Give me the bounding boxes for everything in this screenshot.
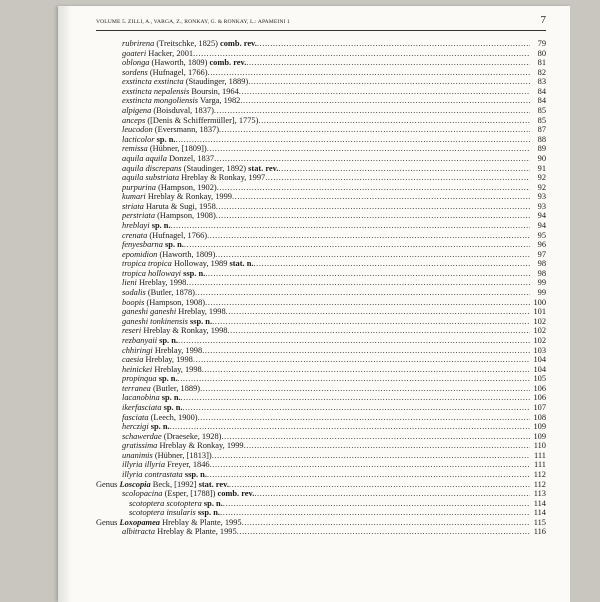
toc-entry <box>96 144 546 154</box>
taxon-name: exstincta mongoliensis <box>122 96 199 106</box>
toc-entry <box>96 221 546 231</box>
taxon-name: aquila substriata <box>122 173 180 183</box>
toc-entry <box>96 317 546 327</box>
taxon-name: illyria contrastata <box>122 470 183 480</box>
taxon-status: ssp. n. <box>197 508 220 518</box>
taxon-author: (Hufnagel, 1766) <box>147 230 208 240</box>
taxon-author: (Draeseke, 1928) <box>161 431 222 441</box>
taxon-author: (Eversmann, 1837) <box>152 125 219 135</box>
taxon-status: ssp. n. <box>189 316 213 326</box>
toc-page-number: 99 <box>530 288 546 298</box>
taxon-name: gratissima <box>122 441 158 451</box>
toc-page-number: 89 <box>530 144 546 154</box>
taxon-name: boopis <box>122 297 145 307</box>
toc-page-number: 109 <box>530 432 546 442</box>
taxon-status: sp. n. <box>161 393 181 403</box>
taxon-author: (Leech, 1900) <box>148 412 198 422</box>
toc-page-number: 87 <box>530 125 546 135</box>
toc-entry <box>96 413 546 423</box>
taxon-author: Hreblay, 1998 <box>152 345 203 355</box>
taxon-status: sp. n. <box>150 422 170 432</box>
toc-page-number: 95 <box>530 231 546 241</box>
toc-entry-label <box>122 374 530 384</box>
toc-entry-label <box>122 87 530 97</box>
taxon-author: (Hampson, 1908) <box>144 297 206 307</box>
toc-entry-label <box>122 240 530 250</box>
book-page <box>58 6 570 602</box>
toc-entry <box>96 39 546 49</box>
toc-entry-label <box>96 480 530 490</box>
toc-page-number: 102 <box>530 336 546 346</box>
toc-page-number: 114 <box>530 499 546 509</box>
taxon-name: propinqua <box>122 374 157 384</box>
taxon-author: (Hampson, 1908) <box>155 211 216 221</box>
toc-entry <box>96 499 546 509</box>
toc-entry-label <box>122 460 530 470</box>
toc-page-number: 84 <box>530 96 546 106</box>
running-head: VOLUME 5. ZILLI, A., VARGA, Z., RONKAY, G. & RONKAY, L.: APAMEINI 1 <box>96 19 290 25</box>
toc-entry-label <box>122 336 530 346</box>
toc-page-number: 85 <box>530 106 546 116</box>
taxon-name: epomidion <box>122 249 158 259</box>
toc-entry-label <box>122 144 530 154</box>
taxon-name: scotoptera scotoptera <box>129 498 202 508</box>
toc-page-number: 93 <box>530 202 546 212</box>
taxon-status: sp. n. <box>159 335 178 345</box>
taxon-name: ikerfasciata <box>122 402 162 412</box>
taxon-name: striata <box>122 201 144 211</box>
toc-page-number: 98 <box>530 259 546 269</box>
page-header <box>96 14 546 31</box>
toc-entry-label <box>122 164 530 174</box>
toc-entry-label <box>129 508 530 518</box>
taxon-name: caesia <box>122 355 144 365</box>
toc-page-number: 97 <box>530 250 546 260</box>
taxon-name: illyria illyria <box>122 460 166 470</box>
taxon-name: alpigena <box>122 106 152 116</box>
toc-page-number: 83 <box>530 77 546 87</box>
toc-entry <box>96 49 546 59</box>
toc-entry <box>96 135 546 145</box>
toc-entry-label <box>122 317 530 327</box>
toc-entry <box>96 116 546 126</box>
taxon-name: unanimis <box>122 450 153 460</box>
taxon-author: Varga, 1982 <box>198 96 241 106</box>
toc-entry <box>96 183 546 193</box>
toc-page-number: 91 <box>530 164 546 174</box>
toc-entry <box>96 374 546 384</box>
taxon-status: sp. n. <box>158 374 178 384</box>
taxon-author: Freyer, 1846 <box>165 460 210 470</box>
toc-entry-label <box>122 135 530 145</box>
taxon-name: remissa <box>122 144 148 154</box>
toc-page-number: 82 <box>530 68 546 78</box>
toc-entry-label <box>122 116 530 126</box>
taxon-author: Hreblay & Ronkay, 1999 <box>157 441 244 451</box>
taxon-author: (Hübner, [1809]) <box>147 144 207 154</box>
taxon-author: (Hübner, [1813]) <box>152 450 212 460</box>
toc-entry-label <box>122 307 530 317</box>
toc-entry <box>96 307 546 317</box>
genus-name: Loscopia <box>119 479 151 489</box>
toc-entry-label <box>122 231 530 241</box>
toc-page-number: 81 <box>530 58 546 68</box>
toc-entry <box>96 527 546 537</box>
taxon-name: anceps <box>122 115 146 125</box>
toc-entry-label <box>122 432 530 442</box>
toc-page-number: 101 <box>530 307 546 317</box>
toc-entry <box>96 231 546 241</box>
toc-entry <box>96 164 546 174</box>
toc-entry <box>96 288 546 298</box>
toc-entry-label <box>122 346 530 356</box>
taxon-name: heinickei <box>122 364 153 374</box>
toc-entry <box>96 365 546 375</box>
toc-entry <box>96 173 546 183</box>
toc-page-number: 92 <box>530 183 546 193</box>
taxon-status: sp. n. <box>203 498 223 508</box>
taxon-name: aquila aquila <box>122 153 167 163</box>
taxon-name: lieni <box>122 278 137 288</box>
taxon-name: rubrirena <box>122 39 155 48</box>
taxon-name: goateri <box>122 48 147 58</box>
taxon-author: (Haworth, 1809) <box>149 58 210 68</box>
toc-entry-label <box>122 384 530 394</box>
taxon-name: lacanobina <box>122 393 160 403</box>
taxon-status: stat. rev. <box>198 479 229 489</box>
taxon-name: exstincta exstincta <box>122 77 184 87</box>
toc-entry-label <box>122 298 530 308</box>
toc-entry-label <box>122 39 530 49</box>
taxon-status: stat. rev. <box>248 163 279 173</box>
toc-page-number: 79 <box>530 39 546 49</box>
toc-page-number: 85 <box>530 116 546 126</box>
toc-page-number: 108 <box>530 413 546 423</box>
toc-entry <box>96 250 546 260</box>
toc-entry-label <box>122 68 530 78</box>
toc-entry <box>96 68 546 78</box>
toc-page-number: 112 <box>530 480 546 490</box>
toc-page-number: 116 <box>530 527 546 537</box>
toc-page-number: 84 <box>530 87 546 97</box>
toc-page-number: 110 <box>530 441 546 451</box>
toc-entry-label <box>122 422 530 432</box>
toc-page-number: 80 <box>530 49 546 59</box>
toc-page-number: 111 <box>530 460 546 470</box>
toc-entry-label <box>122 77 530 87</box>
taxon-name: leucodon <box>122 125 153 135</box>
toc-entry <box>96 336 546 346</box>
toc-entry <box>96 432 546 442</box>
toc-entry <box>96 518 546 528</box>
taxon-name: sodalis <box>122 288 146 298</box>
toc-entry-label <box>122 173 530 183</box>
toc-page-number: 112 <box>530 470 546 480</box>
toc-page-number: 106 <box>530 393 546 403</box>
toc-entry-label <box>122 202 530 212</box>
genus-name: Loxopamea <box>119 517 160 527</box>
toc-entry <box>96 87 546 97</box>
toc-entry-label <box>122 183 530 193</box>
taxon-name: aquila discrepans <box>122 163 182 173</box>
toc-entry <box>96 58 546 68</box>
toc-entry-label <box>122 259 530 269</box>
taxon-author: Hreblay & Ronkay, 1999 <box>145 192 232 202</box>
toc-page-number: 114 <box>530 508 546 518</box>
taxon-status: comb. rev. <box>209 58 247 68</box>
toc-entry-label <box>122 221 530 231</box>
taxon-status: ssp. n. <box>184 470 207 480</box>
taxon-status: sp. n. <box>151 220 171 230</box>
taxon-author: ([Denis & Schiffermüller], 1775) <box>145 115 259 125</box>
toc-entry <box>96 422 546 432</box>
taxon-author: (Haworth, 1809) <box>157 249 216 259</box>
taxon-name: ganeshi tonkinensis <box>122 316 188 326</box>
toc-entry-label <box>122 489 530 499</box>
toc-entry <box>96 240 546 250</box>
taxon-author: Hreblay & Plante, 1995 <box>159 517 242 527</box>
toc-page-number: 115 <box>530 518 546 528</box>
toc-page-number: 90 <box>530 154 546 164</box>
toc-entry-label <box>122 355 530 365</box>
taxon-status: ssp. n. <box>183 268 206 278</box>
taxon-name: hreblayi <box>122 220 150 230</box>
taxon-author: Hreblay & Plante, 1995 <box>155 527 237 537</box>
toc-entry-label <box>122 393 530 403</box>
taxon-author: (Boisduval, 1837) <box>151 106 214 116</box>
taxon-author: (Staudinger, 1892) <box>181 163 249 173</box>
taxon-author: Hreblay, 1998 <box>152 364 202 374</box>
taxon-author: Beck, [1992] <box>150 479 199 489</box>
toc-entry <box>96 480 546 490</box>
toc-page-number: 94 <box>530 221 546 231</box>
toc-page-number: 98 <box>530 269 546 279</box>
taxon-author: Haruta & Sugi, 1958 <box>143 201 216 211</box>
taxon-name: perstriata <box>122 211 156 221</box>
taxon-name: reseri <box>122 326 142 336</box>
taxon-status: sp. n. <box>156 134 176 144</box>
toc-page-number: 106 <box>530 384 546 394</box>
taxon-name: sordens <box>122 67 148 77</box>
taxon-author: Hreblay, 1998 <box>143 355 193 365</box>
toc-page-number: 103 <box>530 346 546 356</box>
toc-page-number: 92 <box>530 173 546 183</box>
toc-entry-label <box>122 451 530 461</box>
toc-entry <box>96 384 546 394</box>
taxon-name: albitracta <box>122 527 156 537</box>
toc-entry <box>96 451 546 461</box>
taxon-name: fenyesbarna <box>122 240 163 250</box>
genus-prefix: Genus <box>96 517 120 527</box>
toc-entry <box>96 211 546 221</box>
toc-entry-label <box>122 441 530 451</box>
taxon-name: fasciata <box>122 412 149 422</box>
toc-entry-label <box>122 211 530 221</box>
toc-entry-label <box>122 49 530 59</box>
toc-page-number: 102 <box>530 326 546 336</box>
toc-entry <box>96 202 546 212</box>
toc-entry <box>96 460 546 470</box>
taxon-name: terranea <box>122 383 151 393</box>
taxon-author: Boursin, 1964 <box>189 86 239 96</box>
toc-entry-label <box>122 125 530 135</box>
toc-entry <box>96 346 546 356</box>
toc-entry-label <box>122 58 530 68</box>
toc-entry <box>96 154 546 164</box>
toc-entry-label <box>122 96 530 106</box>
toc-entry <box>96 393 546 403</box>
toc-entry-label <box>122 403 530 413</box>
toc-entry-label <box>122 250 530 260</box>
toc-entry <box>96 298 546 308</box>
toc-entry-label <box>122 326 530 336</box>
toc-page-number: 104 <box>530 355 546 365</box>
toc-page-number: 104 <box>530 365 546 375</box>
toc-entry <box>96 106 546 116</box>
toc-entry <box>96 489 546 499</box>
toc-entry-label <box>122 288 530 298</box>
taxon-name: scolopacina <box>122 489 163 499</box>
toc-entry-label <box>122 470 530 480</box>
toc-entry-label <box>96 518 530 528</box>
toc-page-number: 99 <box>530 278 546 288</box>
taxon-author: Hreblay, 1998 <box>176 307 226 317</box>
toc-entry <box>96 403 546 413</box>
toc-page-number: 102 <box>530 317 546 327</box>
taxon-status: sp. n. <box>163 402 183 412</box>
toc-page-number: 94 <box>530 211 546 221</box>
toc-entry-label <box>129 499 530 509</box>
toc-entry-label <box>122 365 530 375</box>
taxon-author: Donzel, 1837 <box>166 153 215 163</box>
toc-entry <box>96 192 546 202</box>
genus-prefix: Genus <box>96 479 120 489</box>
taxon-author: Hacker, 2001 <box>146 48 194 58</box>
taxon-author: Hreblay & Ronkay, 1998 <box>141 326 228 336</box>
toc-entry <box>96 278 546 288</box>
taxon-author: Hreblay & Ronkay, 1997 <box>179 173 266 183</box>
toc-entry <box>96 269 546 279</box>
taxon-author: Hreblay, 1998 <box>136 278 187 288</box>
taxon-name: rezbanyaii <box>122 335 158 345</box>
toc-page-number: 100 <box>530 298 546 308</box>
toc-entry <box>96 77 546 87</box>
taxon-name: oblonga <box>122 58 150 68</box>
taxon-author: (Staudinger, 1889) <box>183 77 249 87</box>
taxon-author: Holloway, 1989 <box>171 259 230 269</box>
toc-page-number: 105 <box>530 374 546 384</box>
toc-entry-label <box>122 527 530 537</box>
toc-entry-label <box>122 278 530 288</box>
toc-page-number: 93 <box>530 192 546 202</box>
toc-entry-label <box>122 192 530 202</box>
toc-page-number: 88 <box>530 135 546 145</box>
toc-entry <box>96 470 546 480</box>
table-of-contents <box>96 39 546 537</box>
toc-entry <box>96 96 546 106</box>
taxon-author: (Treitschke, 1825) <box>154 39 221 48</box>
toc-entry <box>96 355 546 365</box>
taxon-status: comb. rev. <box>220 39 257 48</box>
taxon-name: scotoptera insularis <box>129 508 196 518</box>
taxon-name: kumari <box>122 192 146 202</box>
taxon-status: stat. n. <box>229 259 254 269</box>
taxon-name: lacticolor <box>122 134 155 144</box>
taxon-status: comb. rev. <box>217 489 255 499</box>
toc-entry <box>96 259 546 269</box>
taxon-author: (Hufnagel, 1766) <box>147 67 208 77</box>
taxon-author: (Esper, [1788]) <box>162 489 218 499</box>
taxon-name: tropica tropica <box>122 259 172 269</box>
taxon-status: sp. n. <box>165 240 184 250</box>
taxon-author: (Butler, 1889) <box>150 383 201 393</box>
toc-entry-label <box>122 413 530 423</box>
taxon-name: purpurina <box>122 182 156 192</box>
toc-page-number: 107 <box>530 403 546 413</box>
toc-page-number: 111 <box>530 451 546 461</box>
taxon-name: exstincta nepalensis <box>122 86 190 96</box>
toc-entry <box>96 508 546 518</box>
taxon-name: tropica hollowayi <box>122 268 182 278</box>
taxon-name: chhiringi <box>122 345 153 355</box>
taxon-author: (Butler, 1878) <box>145 288 195 298</box>
taxon-name: crenata <box>122 230 148 240</box>
toc-entry <box>96 441 546 451</box>
toc-page-number: 109 <box>530 422 546 432</box>
toc-entry <box>96 125 546 135</box>
toc-entry-label <box>122 154 530 164</box>
toc-page-number: 113 <box>530 489 546 499</box>
taxon-author: (Hampson, 1902) <box>155 182 217 192</box>
toc-page-number: 96 <box>530 240 546 250</box>
taxon-name: ganeshi ganeshi <box>122 307 177 317</box>
page-number: 7 <box>540 14 546 26</box>
toc-entry <box>96 326 546 336</box>
taxon-name: schawerdae <box>122 431 162 441</box>
taxon-name: herczigi <box>122 422 149 432</box>
toc-entry-label <box>122 106 530 116</box>
toc-entry-label <box>122 269 530 279</box>
